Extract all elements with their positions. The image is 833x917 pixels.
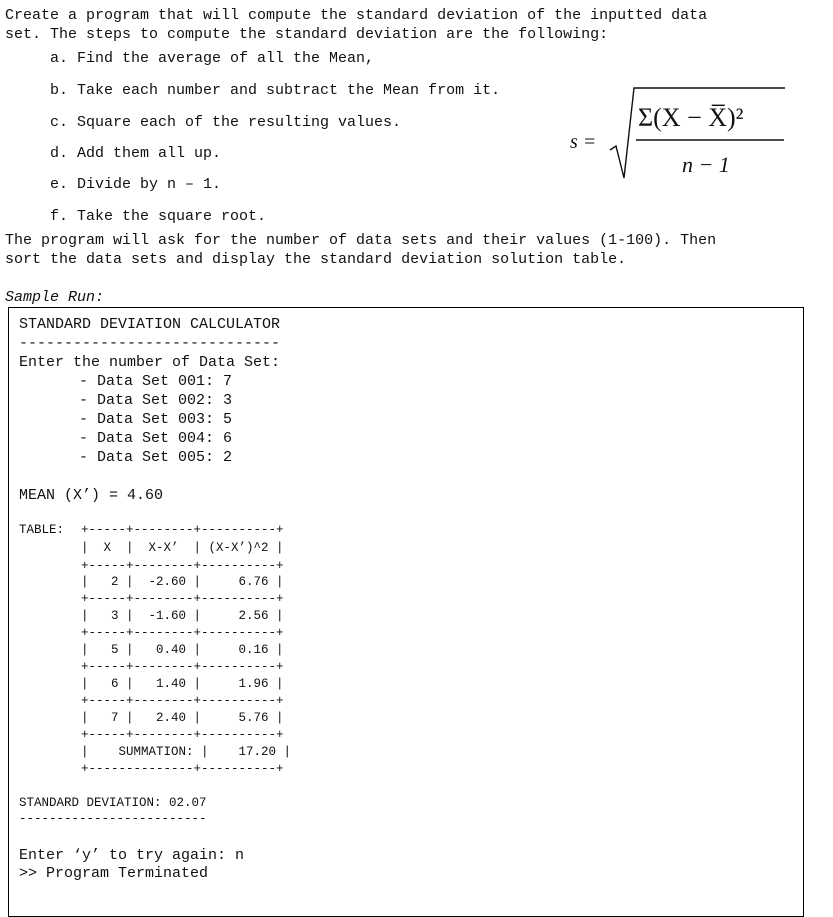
table-line: +--------------+----------+ — [81, 762, 284, 776]
console-separator: ----------------------------- — [19, 335, 281, 352]
table-summation-row: | SUMMATION: | 17.20 | — [81, 745, 292, 759]
formula-denominator: n − 1 — [682, 152, 730, 177]
data-set-item: - Data Set 003: 5 — [79, 411, 233, 428]
table-line: +-----+--------+----------+ — [81, 660, 284, 674]
intro-line-2: set. The steps to compute the standard deviation are the following: — [5, 26, 609, 43]
step-c: c. Square each of the resulting values. — [50, 114, 402, 131]
step-e: e. Divide by n – 1. — [50, 176, 222, 193]
table-label: TABLE: — [19, 523, 65, 537]
step-d: d. Add them all up. — [50, 145, 222, 162]
table-row: | 3 | -1.60 | 2.56 | — [81, 609, 284, 623]
paragraph-2-line-1: The program will ask for the number of data sets and their values (1-100). Then — [5, 232, 717, 249]
paragraph-2-line-2: sort the data sets and display the standard deviation solution table. — [5, 251, 627, 268]
formula-numerator: Σ(X − X̅)² — [638, 103, 744, 132]
table-header-row: | X | X-X’ | (X-X’)^2 | — [81, 541, 284, 555]
table-line: +-----+--------+----------+ — [81, 728, 284, 742]
formula-lhs: s = — [570, 131, 597, 153]
data-set-item: - Data Set 004: 6 — [79, 430, 233, 447]
intro-line-1: Create a program that will compute the standard deviation of the inputted data — [5, 7, 708, 24]
table-line: +-----+--------+----------+ — [81, 626, 284, 640]
step-f: f. Take the square root. — [50, 208, 267, 225]
table-line: +-----+--------+----------+ — [81, 592, 284, 606]
table-line: +-----+--------+----------+ — [81, 559, 284, 573]
mean-line: MEAN (X’) = 4.60 — [19, 487, 164, 504]
sample-run-console — [8, 307, 804, 917]
standard-deviation-formula — [570, 82, 790, 192]
console-title: STANDARD DEVIATION CALCULATOR — [19, 316, 281, 333]
data-set-item: - Data Set 005: 2 — [79, 449, 233, 466]
table-row: | 5 | 0.40 | 0.16 | — [81, 643, 284, 657]
standard-deviation-line: STANDARD DEVIATION: 02.07 — [19, 796, 207, 810]
standard-deviation-separator: ------------------------- — [19, 812, 207, 826]
sample-run-label: Sample Run: — [5, 289, 105, 306]
table-line: +-----+--------+----------+ — [81, 694, 284, 708]
table-row: | 2 | -2.60 | 6.76 | — [81, 575, 284, 589]
try-again-prompt: Enter ‘y’ to try again: n — [19, 847, 245, 864]
data-set-item: - Data Set 002: 3 — [79, 392, 233, 409]
table-line: +-----+--------+----------+ — [81, 523, 284, 537]
data-set-item: - Data Set 001: 7 — [79, 373, 233, 390]
console-prompt: Enter the number of Data Set: — [19, 354, 281, 371]
table-row: | 6 | 1.40 | 1.96 | — [81, 677, 284, 691]
step-b: b. Take each number and subtract the Mean from it. — [50, 82, 501, 99]
program-terminated: >> Program Terminated — [19, 865, 209, 882]
step-a: a. Find the average of all the Mean, — [50, 50, 375, 67]
table-row: | 7 | 2.40 | 5.76 | — [81, 711, 284, 725]
